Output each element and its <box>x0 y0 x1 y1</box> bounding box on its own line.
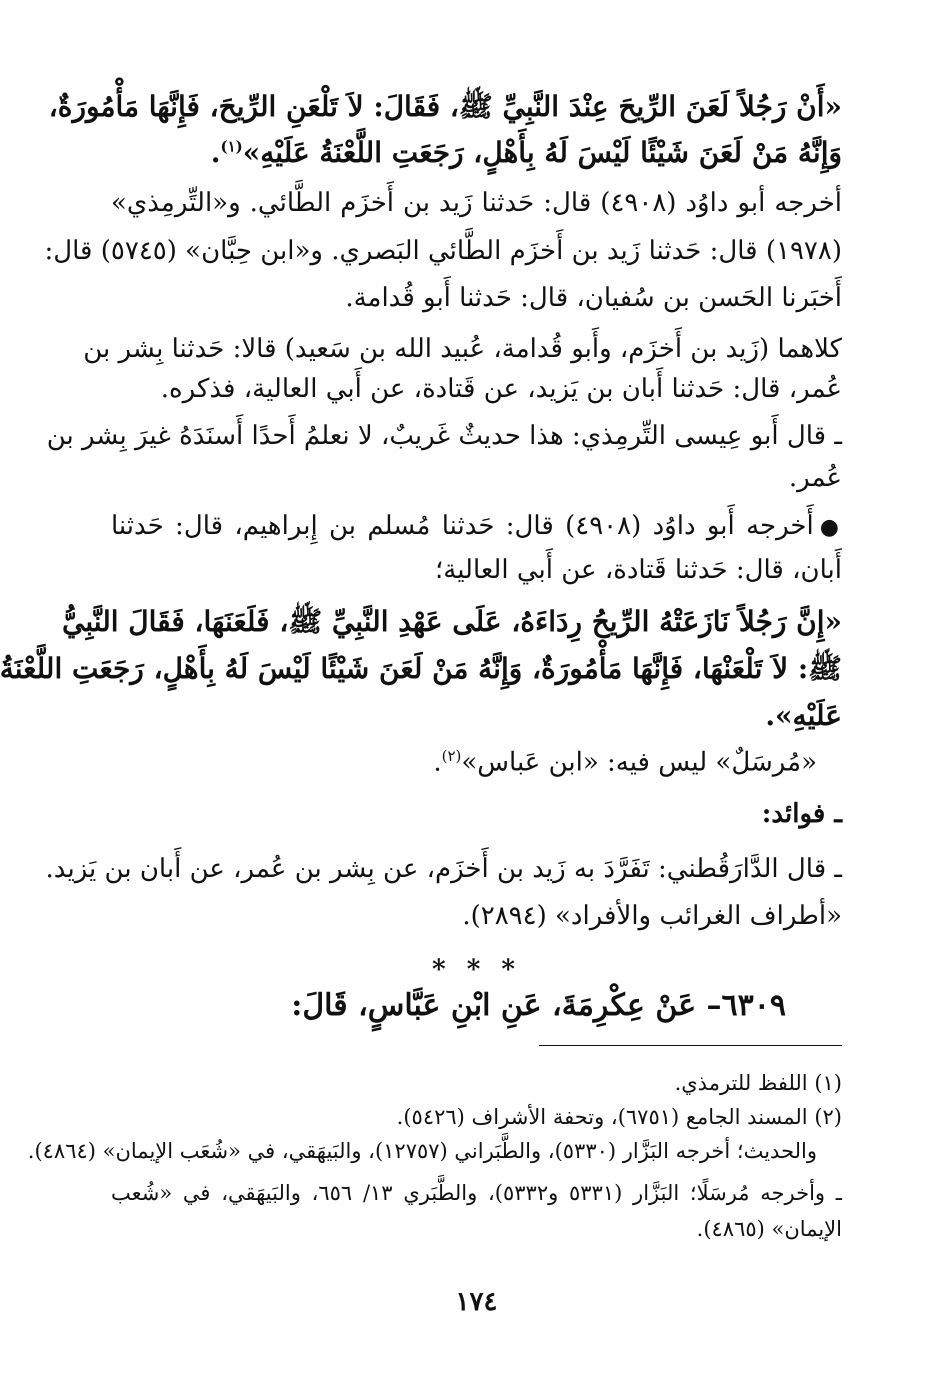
footnote-2-line-4: الإيمان» (٤٨٦٥). <box>696 1217 842 1241</box>
takhrij-line-1: أخرجه أبو داوُد (٤٩٠٨) قال: حَدثنا زَيد بن أَخزَم الطَّائي. و«التِّرمِذي» <box>111 188 842 218</box>
tirmidhi-comment-line-2: عُمر. <box>788 463 842 493</box>
mursal-note-text: «مُرسَلٌ» ليس فيه: «ابن عَباس» <box>461 747 817 778</box>
mursal-takhrij-text: أَخرجه أَبو داوُد (٤٩٠٨) قال: حَدثنا مُسلم بن إِبراهيم، قال: حَدثنا <box>111 511 814 541</box>
daraqutni-line-2: «أطراف الغرائب والأفراد» (٢٨٩٤). <box>462 901 842 931</box>
takhrij-line-3: أَخبَرنا الحَسن بن سُفيان، قال: حَدثنا أَبو قُدامة. <box>345 283 842 313</box>
mursal-note <box>111 748 817 777</box>
period-mark: . <box>210 136 221 169</box>
footnote-2-line-3: ـ وأخرجه مُرسَلًا؛ البَزَّار (٥٣٣١ و٥٣٣٢)، والطَّبَري ١٣/ ٦٥٦، والبَيهَقي، في «شُعب <box>111 1181 842 1205</box>
fawaid-heading: ـ فوائد: <box>761 799 842 829</box>
mursal-hadith-line-2: ﷺ: لاَ تَلْعَنْهَا، فَإِنَّهَا مَأْمُورَةٌ، وَإِنَّهُ مَنْ لَعَنَ شَيْئًا لَيْسَ لَهُ بِأَهْلٍ، رَجَعَتِ اللَّعْنَةُ <box>0 652 842 685</box>
footnote-1: (١) اللفظ للترمذي. <box>674 1071 842 1095</box>
bullet-icon: ● <box>819 515 842 540</box>
footnote-2-line-2: والحديث؛ أخرجه البَزَّار (٥٣٣٠)، والطَّبَراني (١٢٧٥٧)، والبَيهَقي، في «شُعَب الإيمان» (٤٨٦٤). <box>27 1139 817 1163</box>
mursal-hadith-line-3: عَلَيْهِ». <box>765 699 842 732</box>
hadith-text-line-1: «أَنْ رَجُلاً لَعَنَ الرِّيحَ عِنْدَ النَّبِيِّ ﷺ، فَقَالَ: لاَ تَلْعَنِ الرِّيحَ، فَإِنَّهَا مَأْمُورَةٌ، <box>48 90 842 123</box>
mursal-takhrij-line-1 <box>111 512 842 541</box>
hadith-text: وَإِنَّهُ مَنْ لَعَنَ شَيْئًا لَيْسَ لَهُ بِأَهْلٍ، رَجَعَتِ اللَّعْنَةُ عَلَيْهِ» <box>242 136 842 169</box>
hadith-number-heading: ٦٣٠٩– عَنْ عِكْرِمَةَ، عَنِ ابْنِ عَبَّاسٍ، قَالَ: <box>291 988 786 1023</box>
isnad-line-1: كلاهما (زَيد بن أَخزَم، وأَبو قُدامة، عُبيد الله بن سَعيد) قالا: حَدثنا بِشر بن <box>83 334 842 364</box>
footnote-2: (٢) المسند الجامع (٦٧٥١)، وتحفة الأشراف (٥٤٢٦). <box>396 1105 842 1129</box>
mursal-hadith-line-1: «إِنَّ رَجُلاً نَازَعَتْهُ الرِّيحُ رِدَاءَهُ، عَلَى عَهْدِ النَّبِيِّ ﷺ، فَلَعَنَهَا، فَقَالَ النَّبِيُّ <box>62 605 842 638</box>
footnote-ref-1: (١) <box>220 137 243 156</box>
period-mark: . <box>433 747 442 778</box>
section-separator-stars: * * * <box>432 955 521 985</box>
daraqutni-line-1: ـ قال الدَّارَقُطني: تَفَرَّدَ به زَيد بن أَخزَم، عن بِشر بن عُمر، عن أَبان بن يَزيد. <box>45 854 842 884</box>
hadith-text-line-2 <box>111 138 842 169</box>
isnad-line-2: عُمر، قال: حَدثنا أَبان بن يَزيد، عن قَتادة، عن أَبي العالية، فذكره. <box>160 374 842 404</box>
mursal-takhrij-line-2: أَبان، قال: حَدثنا قَتادة، عن أَبي العالية؛ <box>435 555 842 585</box>
footnote-ref-2: (٢) <box>441 747 462 765</box>
page-number: ١٧٤ <box>455 1287 498 1317</box>
takhrij-line-2: (١٩٧٨) قال: حَدثنا زَيد بن أَخزَم الطَّائي البَصري. و«ابن حِبَّان» (٥٧٤٥) قال: <box>44 236 842 266</box>
tirmidhi-comment-line-1: ـ قال أَبو عِيسى التِّرمِذي: هذا حديثٌ غَريبٌ، لا نعلمُ أَحدًا أَسنَدَهُ غيرَ بِشر بن <box>46 421 842 451</box>
footnote-divider <box>539 1045 842 1046</box>
